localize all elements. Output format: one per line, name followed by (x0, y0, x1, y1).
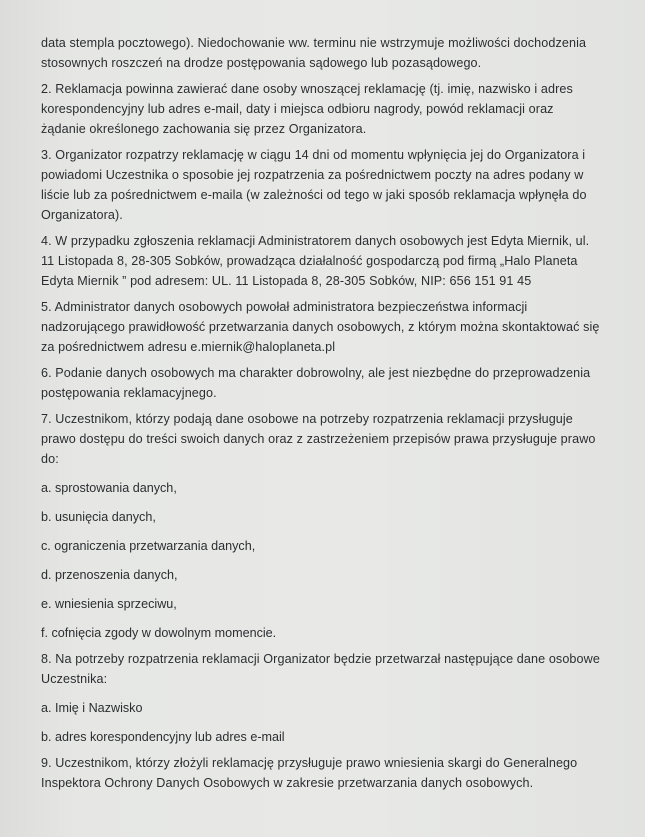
paragraph-3: 3. Organizator rozpatrzy reklamację w ciągu 14 dni od momentu wpłynięcia jej do Organizatora i powiadomi Uczestnika o sposobie jej rozpatrzenia za pośrednictwem poczty na adres podany w liście lub za pośrednictwem e-maila (w zależności od tego w jaki sposób reklamacja wpłynęła do Organizatora). (41, 148, 587, 222)
paragraph-8: 8. Na potrzeby rozpatrzenia reklamacji Organizator będzie przetwarzał następujące dane osobowe Uczestnika: (41, 652, 600, 686)
right-item-f: f. cofnięcia zgody w dowolnym momencie. (41, 626, 277, 640)
paragraph-1-continuation: data stempla pocztowego). Niedochowanie ww. terminu nie wstrzymuje możliwości dochodzenia stosownych roszczeń na drodze postępowania sądowego lub pozasądowego. (41, 36, 587, 70)
right-item-b: b. usunięcia danych, (41, 510, 156, 524)
data-item-b: b. adres korespondencyjny lub adres e-mail (41, 730, 285, 744)
right-item-c: c. ograniczenia przetwarzania danych, (41, 539, 256, 553)
paragraph-9: 9. Uczestnikom, którzy złożyli reklamację przysługuje prawo wniesienia skargi do Generalnego Inspektora Ochrony Danych Osobowych w zakresie przetwarzania danych osobowych. (41, 756, 578, 790)
right-item-e: e. wniesienia sprzeciwu, (41, 597, 177, 611)
paragraph-7: 7. Uczestnikom, którzy podają dane osobowe na potrzeby rozpatrzenia reklamacji przysługuje prawo dostępu do treści swoich danych oraz z zastrzeżeniem przepisów prawa przysługuje prawo do: (41, 412, 596, 466)
right-item-a: a. sprostowania danych, (41, 481, 177, 495)
paragraph-4: 4. W przypadku zgłoszenia reklamacji Administratorem danych osobowych jest Edyta Miernik, ul. 11 Listopada 8, 28-305 Sobków, prowadząca działalność gospodarczą pod firmą „Halo Planeta Edyta Miernik ” pod adresem: UL. 11 Listopada 8, 28-305 Sobków, NIP: 656 151 91 45 (41, 234, 590, 288)
data-item-a: a. Imię i Nazwisko (41, 701, 143, 715)
paragraph-2: 2. Reklamacja powinna zawierać dane osoby wnoszącej reklamację (tj. imię, nazwisko i adres korespondencyjny lub adres e-mail, daty i miejsca odbioru nagrody, powód reklamacji oraz żądanie określonego zachowania się przez Organizatora. (41, 82, 573, 136)
paragraph-6: 6. Podanie danych osobowych ma charakter dobrowolny, ale jest niezbędne do przeprowadzenia postępowania reklamacyjnego. (41, 366, 591, 400)
right-item-d: d. przenoszenia danych, (41, 568, 178, 582)
paragraph-5: 5. Administrator danych osobowych powołał administratora bezpieczeństwa informacji nadzorującego prawidłowość przetwarzania danych osobowych, z którym można skontaktować się za pośrednictwem adresu e.miernik@haloplaneta.pl (41, 300, 600, 354)
